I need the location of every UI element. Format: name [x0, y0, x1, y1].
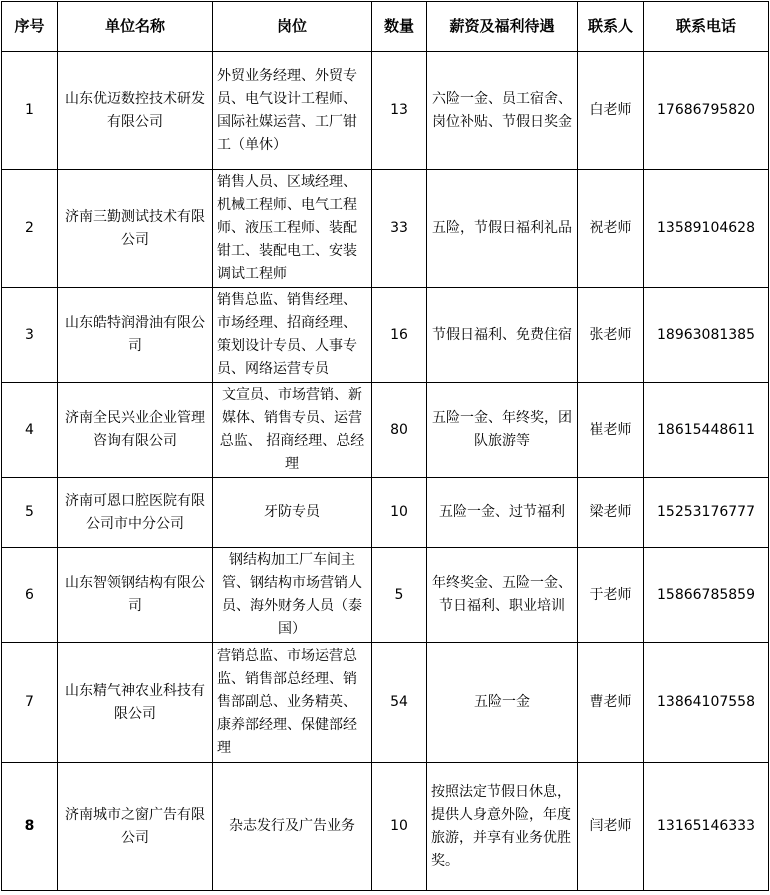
header-contact: 联系人 — [578, 2, 644, 52]
header-company: 单位名称 — [58, 2, 213, 52]
contact-person: 闫老师 — [578, 763, 644, 891]
table-row — [2, 383, 769, 478]
header-positions: 岗位 — [213, 2, 372, 52]
contact-person: 张老师 — [578, 288, 644, 383]
header-index: 序号 — [2, 2, 58, 52]
headcount: 5 — [372, 548, 427, 643]
company-name: 山东精气神农业科技有限公司 — [58, 643, 213, 763]
positions: 钢结构加工厂车间主管、钢结构市场营销人员、海外财务人员（泰国） — [213, 548, 372, 643]
headcount: 10 — [372, 763, 427, 891]
header-benefits: 薪资及福利待遇 — [427, 2, 578, 52]
contact-phone: 18615448611 — [644, 383, 769, 478]
headcount: 10 — [372, 478, 427, 548]
positions: 销售人员、区域经理、机械工程师、电气工程师、液压工程师、装配钳工、装配电工、安装调试工程师 — [213, 170, 372, 288]
company-name: 山东皓特润滑油有限公司 — [58, 288, 213, 383]
job-listing-table — [1, 1, 769, 891]
contact-phone: 15253176777 — [644, 478, 769, 548]
contact-phone: 13165146333 — [644, 763, 769, 891]
headcount: 16 — [372, 288, 427, 383]
table-row — [2, 548, 769, 643]
header-phone: 联系电话 — [644, 2, 769, 52]
row-index: 6 — [2, 548, 58, 643]
positions: 杂志发行及广告业务 — [213, 763, 372, 891]
row-index: 8 — [2, 763, 58, 891]
row-index: 7 — [2, 643, 58, 763]
contact-person: 曹老师 — [578, 643, 644, 763]
table-row — [2, 170, 769, 288]
contact-person: 崔老师 — [578, 383, 644, 478]
benefits: 按照法定节假日休息，提供人身意外险，年度旅游，并享有业务优胜奖。 — [427, 763, 578, 891]
positions: 销售总监、销售经理、市场经理、招商经理、策划设计专员、人事专员、网络运营专员 — [213, 288, 372, 383]
row-index: 5 — [2, 478, 58, 548]
positions: 牙防专员 — [213, 478, 372, 548]
benefits: 节假日福利、免费住宿 — [427, 288, 578, 383]
header-count: 数量 — [372, 2, 427, 52]
benefits: 五险一金、过节福利 — [427, 478, 578, 548]
header-row — [2, 2, 769, 52]
table-row — [2, 643, 769, 763]
positions: 文宣员、市场营销、新媒体、销售专员、运营总监、 招商经理、总经理 — [213, 383, 372, 478]
positions: 外贸业务经理、外贸专员、电气设计工程师、国际社媒运营、工厂钳工（单休） — [213, 52, 372, 170]
company-name: 济南城市之窗广告有限公司 — [58, 763, 213, 891]
company-name: 济南全民兴业企业管理咨询有限公司 — [58, 383, 213, 478]
row-index: 4 — [2, 383, 58, 478]
company-name: 山东优迈数控技术研发有限公司 — [58, 52, 213, 170]
row-index: 2 — [2, 170, 58, 288]
table-row — [2, 52, 769, 170]
benefits: 五险一金 — [427, 643, 578, 763]
contact-phone: 13864107558 — [644, 643, 769, 763]
headcount: 13 — [372, 52, 427, 170]
contact-person: 梁老师 — [578, 478, 644, 548]
benefits: 六险一金、员工宿舍、岗位补贴、节假日奖金 — [427, 52, 578, 170]
company-name: 济南可恩口腔医院有限公司市中分公司 — [58, 478, 213, 548]
table-row — [2, 763, 769, 891]
contact-phone: 17686795820 — [644, 52, 769, 170]
contact-person: 祝老师 — [578, 170, 644, 288]
contact-person: 白老师 — [578, 52, 644, 170]
row-index: 3 — [2, 288, 58, 383]
benefits: 年终奖金、五险一金、节日福利、职业培训 — [427, 548, 578, 643]
headcount: 33 — [372, 170, 427, 288]
company-name: 山东智领钢结构有限公司 — [58, 548, 213, 643]
company-name: 济南三勤测试技术有限公司 — [58, 170, 213, 288]
row-index: 1 — [2, 52, 58, 170]
benefits: 五险一金、年终奖，团队旅游等 — [427, 383, 578, 478]
benefits: 五险，节假日福利礼品 — [427, 170, 578, 288]
positions: 营销总监、市场运营总监、销售部总经理、销售部副总、业务精英、康养部经理、保健部经理 — [213, 643, 372, 763]
contact-phone: 15866785859 — [644, 548, 769, 643]
contact-phone: 18963081385 — [644, 288, 769, 383]
contact-phone: 13589104628 — [644, 170, 769, 288]
table-row — [2, 288, 769, 383]
headcount: 54 — [372, 643, 427, 763]
headcount: 80 — [372, 383, 427, 478]
table-row — [2, 478, 769, 548]
contact-person: 于老师 — [578, 548, 644, 643]
